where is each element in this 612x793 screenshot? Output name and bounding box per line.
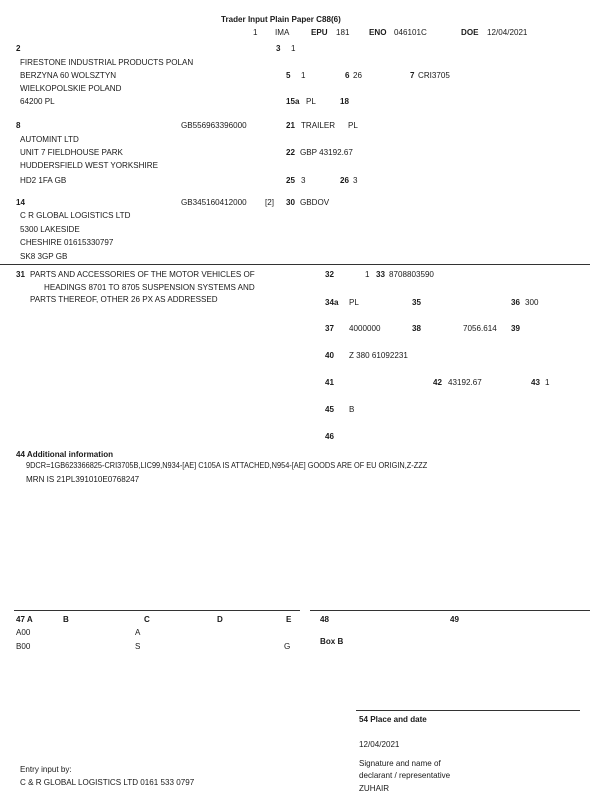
box37-value: 4000000 bbox=[349, 323, 381, 333]
box33-value: 8708803590 bbox=[389, 269, 434, 279]
representation-code: [2] bbox=[265, 197, 274, 207]
signature-label-2: declarant / representative bbox=[359, 770, 451, 780]
place-date-label: 54 Place and date bbox=[359, 714, 427, 724]
signatory-name: ZUHAIR bbox=[359, 783, 390, 793]
additional-info-line-1: 9DCR=1GB623366825-CRI3705B,LIC99,N934-[AE] C105A IS ATTACHED,N954-[AE] GOODS ARE OF EU ORIGIN,Z-ZZZ bbox=[26, 461, 428, 470]
entry-input-label: Entry input by: bbox=[20, 764, 72, 774]
box15a-number: 15a bbox=[286, 96, 300, 106]
declarant-eori: GB345160412000 bbox=[181, 197, 247, 207]
box36-number: 36 bbox=[511, 297, 520, 307]
box30-number: 30 bbox=[286, 197, 295, 207]
box6-value: 26 bbox=[353, 70, 362, 80]
box1-number: 1 bbox=[253, 27, 258, 37]
box42-number: 42 bbox=[433, 377, 442, 387]
tax-row-2-a: B00 bbox=[16, 641, 31, 651]
tax-row-1-c: A bbox=[135, 627, 141, 637]
goods-description-2: HEADINGS 8701 TO 8705 SUSPENSION SYSTEMS AND bbox=[44, 282, 255, 292]
form-title: Trader Input Plain Paper C88(6) bbox=[221, 14, 341, 24]
box-b-label: Box B bbox=[320, 636, 344, 646]
tax-col-b-header: B bbox=[63, 614, 69, 624]
box7-value: CRI3705 bbox=[418, 70, 450, 80]
additional-info-line-2: MRN IS 21PL391010E0768247 bbox=[26, 474, 140, 484]
box41-number: 41 bbox=[325, 377, 334, 387]
signature-label-1: Signature and name of bbox=[359, 758, 441, 768]
goods-description-1: PARTS AND ACCESSORIES OF THE MOTOR VEHICLES OF bbox=[30, 269, 255, 279]
consignor-address-1: BERZYNA 60 WOLSZTYN bbox=[20, 70, 117, 80]
box26-value: 3 bbox=[353, 175, 358, 185]
box2-number: 2 bbox=[16, 43, 21, 53]
box15a-value: PL bbox=[306, 96, 316, 106]
epu-label: EPU bbox=[311, 27, 328, 37]
consignor-name: FIRESTONE INDUSTRIAL PRODUCTS POLAN bbox=[20, 57, 194, 67]
box8-number: 8 bbox=[16, 120, 21, 130]
eno-label: ENO bbox=[369, 27, 387, 37]
epu-value: 181 bbox=[336, 27, 350, 37]
declaration-type: IMA bbox=[275, 27, 290, 37]
box45-value: B bbox=[349, 404, 355, 414]
box40-number: 40 bbox=[325, 350, 334, 360]
box38-number: 38 bbox=[412, 323, 421, 333]
box30-value: GBDOV bbox=[300, 197, 330, 207]
additional-info-label: 44 Additional information bbox=[16, 449, 114, 459]
eno-value: 046101C bbox=[394, 27, 427, 37]
box18-number: 18 bbox=[340, 96, 349, 106]
tax-row-1-a: A00 bbox=[16, 627, 31, 637]
box33-number: 33 bbox=[376, 269, 385, 279]
goods-divider bbox=[0, 264, 590, 265]
box25-number: 25 bbox=[286, 175, 295, 185]
box39-number: 39 bbox=[511, 323, 520, 333]
box3-number: 3 bbox=[276, 43, 281, 53]
tax-col-e-header: E bbox=[286, 614, 292, 624]
box5-number: 5 bbox=[286, 70, 291, 80]
box25-value: 3 bbox=[301, 175, 306, 185]
box21-number: 21 bbox=[286, 120, 295, 130]
box35-number: 35 bbox=[412, 297, 421, 307]
tax-col-d-header: D bbox=[217, 614, 223, 624]
doe-value: 12/04/2021 bbox=[487, 27, 528, 37]
box32-number: 32 bbox=[325, 269, 334, 279]
declarant-postcode: SK8 3GP GB bbox=[20, 251, 68, 261]
box45-number: 45 bbox=[325, 404, 334, 414]
tax-row-2-e: G bbox=[284, 641, 291, 651]
tax-table-top-rule bbox=[14, 610, 300, 611]
box40-value: Z 380 61092231 bbox=[349, 350, 408, 360]
box22-number: 22 bbox=[286, 147, 295, 157]
box14-number: 14 bbox=[16, 197, 25, 207]
tax-col-a-header: 47 A bbox=[16, 614, 33, 624]
entry-input-value: C & R GLOBAL LOGISTICS LTD 0161 533 0797 bbox=[20, 777, 195, 787]
box37-number: 37 bbox=[325, 323, 334, 333]
consignee-address-1: UNIT 7 FIELDHOUSE PARK bbox=[20, 147, 123, 157]
box36-value: 300 bbox=[525, 297, 539, 307]
box43-number: 43 bbox=[531, 377, 540, 387]
consignee-eori: GB556963396000 bbox=[181, 120, 247, 130]
box48-top-rule bbox=[310, 610, 590, 611]
goods-description-3: PARTS THEREOF, OTHER 26 PX AS ADDRESSED bbox=[30, 294, 218, 304]
consignee-postcode: HD2 1FA GB bbox=[20, 175, 67, 185]
box26-number: 26 bbox=[340, 175, 349, 185]
box54-top-rule bbox=[356, 710, 580, 711]
consignee-address-2: HUDDERSFIELD WEST YORKSHIRE bbox=[20, 160, 158, 170]
declarant-address-1: 5300 LAKESIDE bbox=[20, 224, 80, 234]
box43-value: 1 bbox=[545, 377, 550, 387]
box48-number: 48 bbox=[320, 614, 329, 624]
box32-value: 1 bbox=[365, 269, 370, 279]
consignee-name: AUTOMINT LTD bbox=[20, 134, 79, 144]
box49-number: 49 bbox=[450, 614, 459, 624]
box5-value: 1 bbox=[301, 70, 306, 80]
box21-country: PL bbox=[348, 120, 358, 130]
box22-value: GBP 43192.67 bbox=[300, 147, 353, 157]
tax-row-2-c: S bbox=[135, 641, 141, 651]
box3-value: 1 bbox=[291, 43, 296, 53]
box38-value: 7056.614 bbox=[463, 323, 497, 333]
consignor-address-2: WIELKOPOLSKIE POLAND bbox=[20, 83, 122, 93]
box34a-value: PL bbox=[349, 297, 359, 307]
box6-number: 6 bbox=[345, 70, 350, 80]
declarant-address-2: CHESHIRE 01615330797 bbox=[20, 237, 114, 247]
doe-label: DOE bbox=[461, 27, 479, 37]
box42-value: 43192.67 bbox=[448, 377, 482, 387]
box31-number: 31 bbox=[16, 269, 25, 279]
consignor-postcode: 64200 PL bbox=[20, 96, 55, 106]
box7-number: 7 bbox=[410, 70, 415, 80]
box34a-number: 34a bbox=[325, 297, 339, 307]
tax-col-c-header: C bbox=[144, 614, 150, 624]
box46-number: 46 bbox=[325, 431, 334, 441]
declarant-name: C R GLOBAL LOGISTICS LTD bbox=[20, 210, 131, 220]
place-date-value: 12/04/2021 bbox=[359, 739, 400, 749]
box21-value: TRAILER bbox=[301, 120, 336, 130]
